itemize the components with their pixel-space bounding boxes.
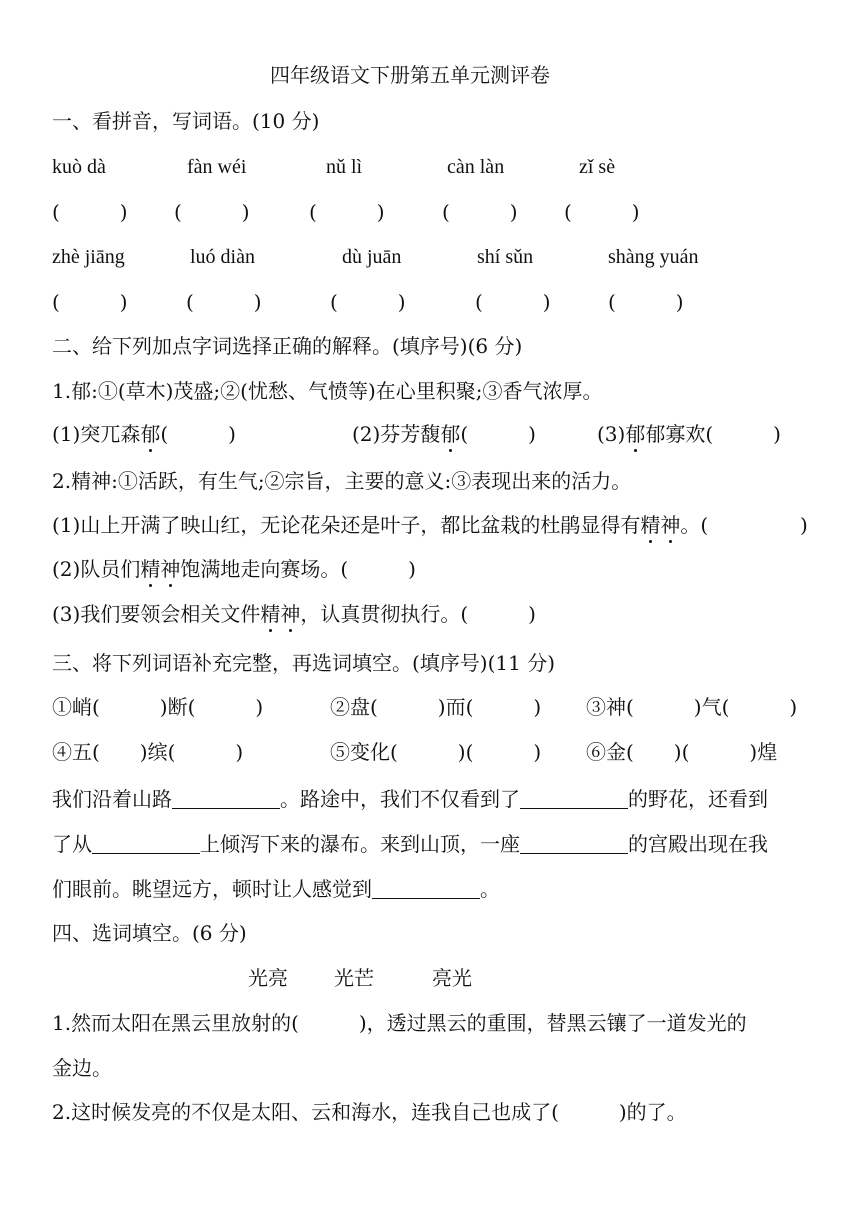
section-3-heading: 三、将下列词语补充完整，再选词填空。(填序号)(11 分) <box>52 651 556 675</box>
dotted-char: 神 <box>280 602 301 626</box>
pinyin-item: nǔ lì <box>326 156 363 178</box>
pinyin-item: kuò dà <box>52 156 106 178</box>
word-option: 亮光 <box>432 966 472 990</box>
idiom-item[interactable]: ③神( )气( ) <box>586 695 798 719</box>
answer-parens[interactable]: ( ) <box>330 290 406 314</box>
question-item[interactable]: 1.然而太阳在黑云里放射的( )，透过黑云的重围，替黑云镶了一道发光的 <box>52 1011 747 1035</box>
section-4-heading: 四、选词填空。(6 分) <box>52 921 247 945</box>
answer-parens[interactable]: ，认真贯彻执行。( ) <box>300 602 536 626</box>
answer-parens[interactable]: ( ) <box>160 422 236 446</box>
pinyin-item: fàn wéi <box>187 156 247 178</box>
definition-jingshen: 2.精神:①活跃，有生气;②宗旨，主要的意义:③表现出来的活力。 <box>52 469 632 493</box>
answer-paren-close[interactable]: ) <box>800 513 808 537</box>
answer-parens[interactable]: ( ) <box>174 200 250 224</box>
section-2-heading: 二、给下列加点字词选择正确的解释。(填序号)(6 分) <box>52 334 523 358</box>
answer-parens[interactable]: ( ) <box>52 290 128 314</box>
dotted-char: 精 <box>640 513 661 537</box>
answer-parens[interactable]: ( ) <box>309 200 385 224</box>
pinyin-item: shàng yuán <box>608 246 699 268</box>
fill-paragraph-line: 我们沿着山路 。路途中，我们不仅看到了 的野花，还看到 <box>52 787 768 811</box>
question-item: (2)队员们精神饱满地走向赛场。( ) <box>52 557 416 581</box>
pinyin-item: dù juān <box>342 246 402 268</box>
question-item: (2)芬芳馥郁( ) <box>352 422 536 446</box>
answer-parens[interactable]: ( ) <box>52 200 128 224</box>
answer-parens[interactable]: ( ) <box>608 290 684 314</box>
dotted-char: 精 <box>140 557 161 581</box>
idiom-item[interactable]: ⑤变化( )( ) <box>330 740 542 764</box>
fill-blank[interactable] <box>372 878 480 899</box>
idiom-item[interactable]: ②盘( )而( ) <box>330 695 542 719</box>
definition-yu: 1.郁:①(草木)茂盛;②(忧愁、气愤等)在心里积聚;③香气浓厚。 <box>52 379 603 403</box>
dotted-char: 精 <box>260 602 281 626</box>
question-item: (3)郁郁寡欢( ) <box>597 422 781 446</box>
pinyin-item: zǐ sè <box>579 156 616 178</box>
answer-parens[interactable]: ( ) <box>475 290 551 314</box>
pinyin-item: luó diàn <box>190 246 255 268</box>
word-option: 光亮 <box>248 966 288 990</box>
dotted-char: 神 <box>660 513 681 537</box>
question-item: (3)我们要领会相关文件精神，认真贯彻执行。( ) <box>52 602 536 626</box>
answer-parens[interactable]: ( ) <box>460 422 536 446</box>
pinyin-item: zhè jiāng <box>52 246 125 268</box>
dotted-char: 郁 <box>440 422 461 446</box>
fill-paragraph-line: 了从 上倾泻下来的瀑布。来到山顶，一座 的宫殿出现在我 <box>52 832 768 856</box>
answer-parens[interactable]: ( ) <box>564 200 640 224</box>
word-option: 光芒 <box>334 966 374 990</box>
question-item: (1)突兀森郁( ) <box>52 422 236 446</box>
answer-parens[interactable]: 饱满地走向赛场。( ) <box>180 557 416 581</box>
answer-parens[interactable]: ( ) <box>442 200 518 224</box>
fill-paragraph-line: 们眼前。眺望远方，顿时让人感觉到 。 <box>52 877 500 901</box>
fill-blank[interactable] <box>172 788 280 809</box>
idiom-item[interactable]: ⑥金( )( )煌 <box>586 740 778 764</box>
pinyin-item: shí sǔn <box>477 246 534 268</box>
question-item-continued: 金边。 <box>52 1056 112 1080</box>
answer-parens[interactable]: ( ) <box>186 290 262 314</box>
dotted-char: 郁 <box>140 422 161 446</box>
answer-parens[interactable]: 郁寡欢( ) <box>645 422 781 446</box>
idiom-item[interactable]: ①峭( )断( ) <box>52 695 264 719</box>
page-title: 四年级语文下册第五单元测评卷 <box>270 63 550 87</box>
question-item[interactable]: 2.这时候发亮的不仅是太阳、云和海水，连我自己也成了( )的了。 <box>52 1100 687 1124</box>
idiom-item[interactable]: ④五( )缤( ) <box>52 740 244 764</box>
fill-blank[interactable] <box>92 833 200 854</box>
dotted-char: 神 <box>160 557 181 581</box>
section-1-heading: 一、看拼音，写词语。(10 分) <box>52 109 320 133</box>
pinyin-item: càn làn <box>447 156 505 178</box>
question-item: (1)山上开满了映山红，无论花朵还是叶子，都比盆栽的杜鹃显得有精神。( <box>52 513 709 537</box>
dotted-char: 郁 <box>625 422 646 446</box>
fill-blank[interactable] <box>520 788 628 809</box>
fill-blank[interactable] <box>520 833 628 854</box>
